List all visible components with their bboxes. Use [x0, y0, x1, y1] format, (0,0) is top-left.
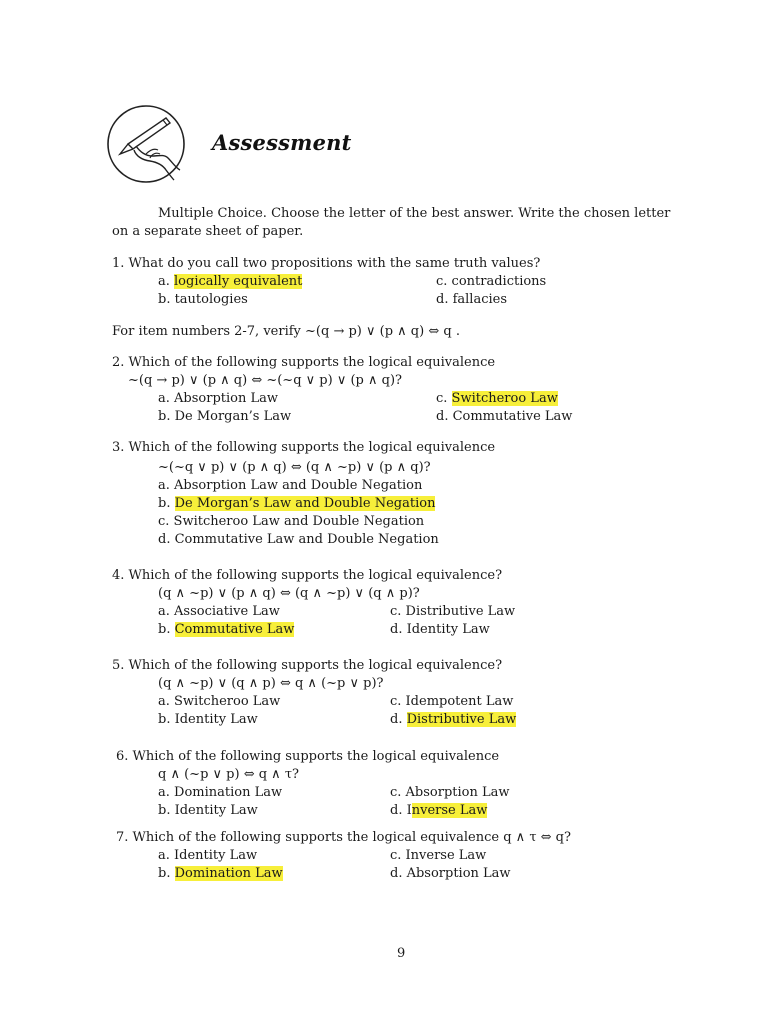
question-4-stem: 4. Which of the following supports the logical equivalence? — [112, 568, 503, 583]
question-7-stem: 7. Which of the following supports the logical equivalence q ∧ τ ⇔ q? — [116, 830, 571, 845]
hand-writing-pencil-icon — [106, 104, 186, 184]
option-prefix: b. — [158, 866, 175, 881]
question-3-option-a: a. Absorption Law and Double Negation — [158, 478, 423, 493]
question-2-option-b: b. De Morgan’s Law — [158, 409, 292, 424]
question-3-stem: 3. Which of the following supports the logical equivalence — [112, 440, 496, 455]
question-1-option-a — [158, 274, 302, 290]
question-5-expression: (q ∧ ~p) ∨ (q ∧ p) ⇔ q ∧ (~p ∨ p)? — [158, 676, 384, 691]
option-prefix: b. — [158, 622, 175, 637]
question-6-expression: q ∧ (~p ∨ p) ⇔ q ∧ τ? — [158, 767, 299, 782]
instructions-line-1: Multiple Choice. Choose the letter of the best answer. Write the chosen letter — [158, 206, 671, 221]
question-5-stem: 5. Which of the following supports the logical equivalence? — [112, 658, 503, 673]
highlighted-answer: logically equivalent — [174, 274, 303, 289]
page-title: Assessment — [212, 130, 352, 155]
question-4-option-d: d. Identity Law — [390, 622, 490, 637]
verify-instruction: For item numbers 2-7, verify ~(q → p) ∨ (p ∧ q) ⇔ q . — [112, 324, 460, 339]
option-prefix: a. — [158, 274, 175, 289]
question-2-option-a: a. Absorption Law — [158, 391, 278, 406]
question-2-expression: ~(q → p) ∨ (p ∧ q) ⇔ ~(~q ∨ p) ∨ (p ∧ q)? — [128, 373, 403, 388]
option-prefix: d. I — [390, 803, 412, 818]
question-5-option-b: b. Identity Law — [158, 712, 258, 727]
question-4-option-c: c. Distributive Law — [390, 604, 516, 619]
question-2-option-c — [436, 391, 558, 407]
option-prefix: d. — [390, 712, 407, 727]
question-4-option-b — [158, 622, 294, 638]
question-4-option-a: a. Associative Law — [158, 604, 280, 619]
question-6-option-d — [390, 803, 487, 819]
question-1-option-d: d. fallacies — [436, 292, 508, 307]
question-6-option-b: b. Identity Law — [158, 803, 258, 818]
question-5-option-a: a. Switcheroo Law — [158, 694, 281, 709]
option-prefix: c. — [436, 391, 452, 406]
highlighted-answer: Commutative Law — [174, 622, 295, 637]
question-6-option-c: c. Absorption Law — [390, 785, 510, 800]
question-7-option-d: d. Absorption Law — [390, 866, 511, 881]
highlighted-answer: Domination Law — [174, 866, 283, 881]
page-number: 9 — [397, 946, 406, 961]
question-3-option-d: d. Commutative Law and Double Negation — [158, 532, 439, 547]
question-2-stem: 2. Which of the following supports the logical equivalence — [112, 355, 496, 370]
highlighted-answer: Distributive Law — [406, 712, 517, 727]
instructions-line-2: on a separate sheet of paper. — [112, 224, 304, 239]
question-3-expression: ~(~q ∨ p) ∨ (p ∧ q) ⇔ (q ∧ ~p) ∨ (p ∧ q)? — [158, 460, 431, 475]
question-5-option-d — [390, 712, 516, 728]
highlighted-answer: Switcheroo Law — [451, 391, 558, 406]
question-7-option-c: c. Inverse Law — [390, 848, 487, 863]
question-6-option-a: a. Domination Law — [158, 785, 283, 800]
highlighted-answer: De Morgan’s Law and Double Negation — [174, 496, 436, 511]
question-1-stem: 1. What do you call two propositions with the same truth values? — [112, 256, 541, 271]
option-prefix: b. — [158, 496, 175, 511]
highlighted-answer: nverse Law — [411, 803, 488, 818]
question-5-option-c: c. Idempotent Law — [390, 694, 514, 709]
question-7-option-a: a. Identity Law — [158, 848, 258, 863]
question-2-option-d: d. Commutative Law — [436, 409, 573, 424]
question-6-stem: 6. Which of the following supports the logical equivalence — [116, 749, 500, 764]
question-3-option-c: c. Switcheroo Law and Double Negation — [158, 514, 425, 529]
question-4-expression: (q ∧ ~p) ∨ (p ∧ q) ⇔ (q ∧ ~p) ∨ (q ∧ p)? — [158, 586, 420, 601]
question-3-option-b — [158, 496, 435, 512]
question-1-option-c: c. contradictions — [436, 274, 547, 289]
question-1-option-b: b. tautologies — [158, 292, 248, 307]
question-7-option-b — [158, 866, 283, 882]
